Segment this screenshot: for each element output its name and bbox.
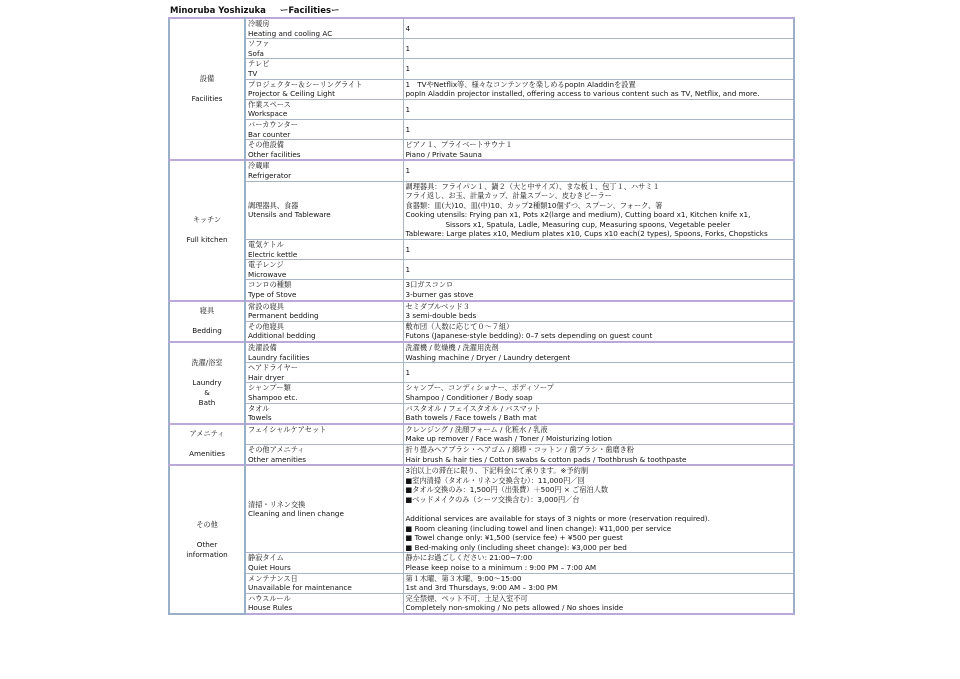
item-value-line: popIn Aladdin projector installed, offering access to various content such as TV, Netflix, and more. [405,89,760,99]
item-label-cell [245,99,403,119]
category-en: Other information [186,539,228,559]
item-label-cell [245,79,403,99]
item-label-cell [245,39,403,59]
category-en: Bedding [192,326,222,336]
table-row [169,260,794,280]
item-value-line: セミダブルベッド３ [405,301,470,311]
item-value-line: Make up remover / Face wash / Toner / Moisturizing lotion [405,434,612,444]
item-value-line: Hair brush & hair ties / Cotton swabs & cotton pads / Toothbrush & toothpaste [405,454,687,464]
item-label-cell [245,119,403,139]
item-label-cell [245,18,403,39]
item-value-cell [403,18,794,39]
category-jp: その他 [196,519,218,529]
item-value-cell [403,59,794,79]
item-label-en: Type of Stove [248,290,297,300]
item-label-en: Shampoo etc. [248,392,298,402]
category-cell [169,342,245,424]
item-value-line: Piano / Private Sauna [405,149,482,159]
item-label-en: Electric kettle [248,249,298,259]
item-label-en: Additional bedding [248,331,316,341]
table-row [169,383,794,403]
item-value-cell [403,383,794,403]
item-value-cell [403,363,794,383]
category-jp: アメニティ [189,429,225,439]
table-row [169,403,794,424]
item-label-cell [245,321,403,342]
item-label-jp: ハウスルール [248,593,291,603]
item-label-jp: メンテナンス日 [248,573,298,583]
item-label-jp: その他設備 [248,140,284,150]
item-value-line: 1 [405,124,411,134]
item-value-line: Additional services are available for stays of 3 nights or more (reservation required). [405,514,710,524]
item-value-line: Washing machine / Dryer / Laundry detergent [405,352,571,362]
item-value-line: 敷布団（人数に応じて０～７組） [405,321,514,331]
table-row [169,363,794,383]
table-row [169,181,794,240]
category-gap [172,316,242,326]
table-row [169,321,794,342]
item-label-jp: ヘアドライヤー [248,363,298,373]
item-label-jp: 冷蔵庫 [248,161,270,171]
item-value-cell [403,160,794,181]
category-jp: 設備 [199,74,215,84]
category-jp: 寝具 [199,306,215,316]
category-en: Laundry & Bath [192,377,222,407]
item-value-line: バスタオル / フェイスタオル / バスマット [405,403,541,413]
item-label-en: Refrigerator [248,170,292,180]
item-value-cell [403,403,794,424]
item-value-line: Tableware: Large plates x10, Medium plates x10, Cups x10 each(2 types), Spoons, Forks, Chopsticks [405,229,768,239]
category-jp: キッチン [192,215,222,225]
table-row [169,99,794,119]
item-value-cell [403,240,794,260]
item-value-cell [403,553,794,573]
item-label-cell [245,465,403,553]
item-value-line: ピアノ１、プライベートサウナ１ [405,140,513,150]
item-label-en: Quiet Hours [248,563,291,573]
table-row [169,553,794,573]
item-label-cell [245,363,403,383]
item-value-line: Completely non-smoking / No pets allowed / No shoes inside [405,603,624,613]
item-label-cell [245,342,403,363]
item-label-jp: 静寂タイム [248,553,284,563]
table-row [169,79,794,99]
item-label-jp: コンロの種類 [248,280,292,290]
item-value-line: 3口ガスコンロ [405,280,454,290]
item-label-en: Towels [248,413,272,423]
item-value-line: フライ返し、お玉、計量カップ、計量スプーン、皮むきピーラー [405,191,612,201]
item-value-cell [403,465,794,553]
category-cell [169,301,245,342]
item-label-jp: 電子レンジ [248,260,284,270]
category-cell [169,160,245,300]
item-value-line: Cooking utensils: Frying pan x1, Pots x2(large and medium), Cutting board x1, Kitchen knife x1, [405,210,751,220]
item-value-line: シャンプー、コンディショナー、ボディソープ [405,383,554,393]
item-value-cell [403,342,794,363]
table-row [169,301,794,322]
item-value-line: 3泊以上の滞在に限り、下記料金にて承ります。※予約制 [405,466,589,476]
item-value-line: 1 [405,265,411,275]
item-label-en: TV [248,68,258,78]
table-row [169,39,794,59]
category-gap [172,84,242,94]
item-label-cell [245,280,403,301]
item-label-cell [245,240,403,260]
item-label-jp: ソファ [248,39,270,49]
item-value-cell [403,39,794,59]
item-label-cell [245,593,403,614]
item-value-line: ■ Bed-making only (including sheet change): ¥3,000 per bed [405,542,627,552]
item-label-jp: シャンプー類 [248,383,291,393]
item-label-jp: 冷暖房 [248,19,270,28]
table-row [169,444,794,465]
item-value-line: 1 [405,43,411,53]
item-value-line: Please keep noise to a minimum : 9:00 PM – 7:00 AM [405,563,597,573]
item-value-line: 4 [405,23,411,33]
item-label-jp: タオル [248,403,270,413]
item-label-cell [245,573,403,593]
item-value-cell [403,593,794,614]
item-value-cell [403,79,794,99]
item-label-cell [245,383,403,403]
item-value-line: 食器類：皿(大)10、皿(中)10、カップ2種類10個ずつ、スプーン、フォーク、箸 [405,200,663,210]
item-label-en: Hair dryer [248,372,285,382]
item-label-cell [245,553,403,573]
item-value-line: 1 [405,64,411,74]
item-label-cell [245,444,403,465]
item-value-line: 1st and 3rd Thursdays, 9:00 AM – 3:00 PM [405,583,558,593]
table-row [169,465,794,553]
table-row [169,240,794,260]
item-label-en: Microwave [248,269,287,279]
table-row [169,280,794,301]
item-label-cell [245,301,403,322]
item-value-line [406,505,792,515]
item-label-jp: 常設の寝具 [248,301,284,311]
item-value-line: 1 [405,104,411,114]
item-label-en: Laundry facilities [248,352,310,362]
item-value-line: 1 [405,244,411,254]
category-cell [169,424,245,465]
item-label-en: Cleaning and linen change [248,509,344,519]
item-label-en: Other facilities [248,149,301,159]
category-gap [172,368,242,378]
facilities-table-body [169,18,794,614]
item-label-jp: プロジェクター＆シーリングライト [248,79,363,89]
item-label-jp: 作業スペース [248,99,291,109]
category-gap [172,225,242,235]
category-en: Facilities [191,94,223,104]
item-value-line: ■タオル交換のみ：1,500円（出張費）＋500円 × ご宿泊人数 [405,485,609,495]
item-value-line: 洗濯機 / 乾燥機 / 洗濯用洗剤 [405,343,499,352]
item-label-jp: その他寝具 [248,321,284,331]
item-label-cell [245,59,403,79]
item-value-cell [403,140,794,161]
item-label-cell [245,140,403,161]
item-value-cell [403,444,794,465]
facilities-table [168,17,795,615]
category-gap [172,439,242,449]
table-row [169,593,794,614]
table-row [169,18,794,39]
table-row [169,573,794,593]
item-value-cell [403,280,794,301]
item-value-line: 3-burner gas stove [405,290,474,300]
property-name: Minoruba Yoshizuka [170,6,266,16]
item-value-cell [403,181,794,240]
item-label-en: Permanent bedding [248,311,319,321]
category-jp: 洗濯/浴室 [191,357,223,367]
item-label-cell [245,403,403,424]
item-label-cell [245,181,403,240]
document-title [170,4,340,16]
item-label-jp: テレビ [248,59,270,69]
item-value-line: ■ベッドメイクのみ（シーツ交換含む）：3,000円／台 [405,494,580,504]
category-cell [169,465,245,614]
item-value-cell [403,119,794,139]
item-label-en: Other amenities [248,454,307,464]
table-row [169,424,794,445]
table-row [169,160,794,181]
item-value-line: 3 semi-double beds [405,311,477,321]
item-value-cell [403,260,794,280]
item-value-line: ■室内清掃（タオル・リネン交換含む）：11,000円／回 [405,475,585,485]
item-value-cell [403,321,794,342]
item-value-cell [403,301,794,322]
item-label-en: Unavailable for maintenance [248,583,352,593]
table-row [169,119,794,139]
item-label-en: Bar counter [248,129,291,139]
item-label-cell [245,424,403,445]
item-value-line: Bath towels / Face towels / Bath mat [405,413,537,423]
item-label-jp: フェイシャルケアセット [248,424,327,434]
item-label-cell [245,260,403,280]
item-label-jp: 調理器具、食器 [248,200,299,210]
item-label-en: Heating and cooling AC [248,28,333,38]
table-row [169,140,794,161]
item-value-line: クレンジング / 洗顔フォーム / 化粧水 / 乳液 [405,424,548,434]
item-label-en: Sofa [248,48,264,58]
item-label-jp: 洗濯設備 [248,343,277,352]
item-value-line: 第１木曜、第３木曜、9:00～15:00 [405,573,522,583]
item-value-cell [403,573,794,593]
item-value-line: Sissors x1, Spatula, Ladle, Measuring cup, Measuring spoons, Vegetable peeler [445,219,731,229]
item-label-jp: バーカウンター [248,119,298,129]
item-label-jp: 清掃・リネン交換 [248,499,306,509]
item-label-en: Workspace [248,109,288,119]
item-label-jp: その他アメニティ [248,444,305,454]
item-value-line: 1 TVやNetflix等、様々なコンテンツを楽しめるpopIn Aladdinを設置 [405,79,636,89]
item-value-line: Shampoo / Conditioner / Body soap [405,392,533,402]
category-cell [169,18,245,160]
item-value-line: ■ Room cleaning (including towel and linen change): ¥11,000 per service [405,523,672,533]
item-value-cell [403,424,794,445]
item-value-line: 完全禁煙、ペット不可、土足入室不可 [405,593,528,603]
item-value-line: 静かにお過ごしください: 21:00~7:00 [405,553,533,563]
item-label-cell [245,160,403,181]
table-row [169,59,794,79]
section-title: ーFacilitiesー [279,6,340,16]
category-en: Amenities [189,449,225,459]
item-value-line: 調理器具：フライパン１、鍋２（大と中サイズ）、まな板１、包丁１、ハサミ１ [405,181,660,191]
item-value-line: ■ Towel change only: ¥1,500 (service fee) + ¥500 per guest [405,533,623,543]
item-value-line: Futons (Japanese-style bedding): 0–7 sets depending on guest count [405,331,653,341]
item-value-line: 1 [405,367,411,377]
item-value-line: 1 [405,166,411,176]
table-row [169,342,794,363]
item-label-jp: 電気ケトル [248,240,284,250]
item-label-en: House Rules [248,603,293,613]
item-label-en: Utensils and Tableware [248,210,331,220]
category-gap [172,530,242,540]
item-value-line: 折り畳みヘアブラシ・ヘアゴム / 綿棒・コットン / 歯ブラシ・歯磨き粉 [405,444,635,454]
item-label-en: Projector & Ceiling Light [248,89,335,99]
category-en: Full kitchen [186,235,228,245]
item-value-cell [403,99,794,119]
